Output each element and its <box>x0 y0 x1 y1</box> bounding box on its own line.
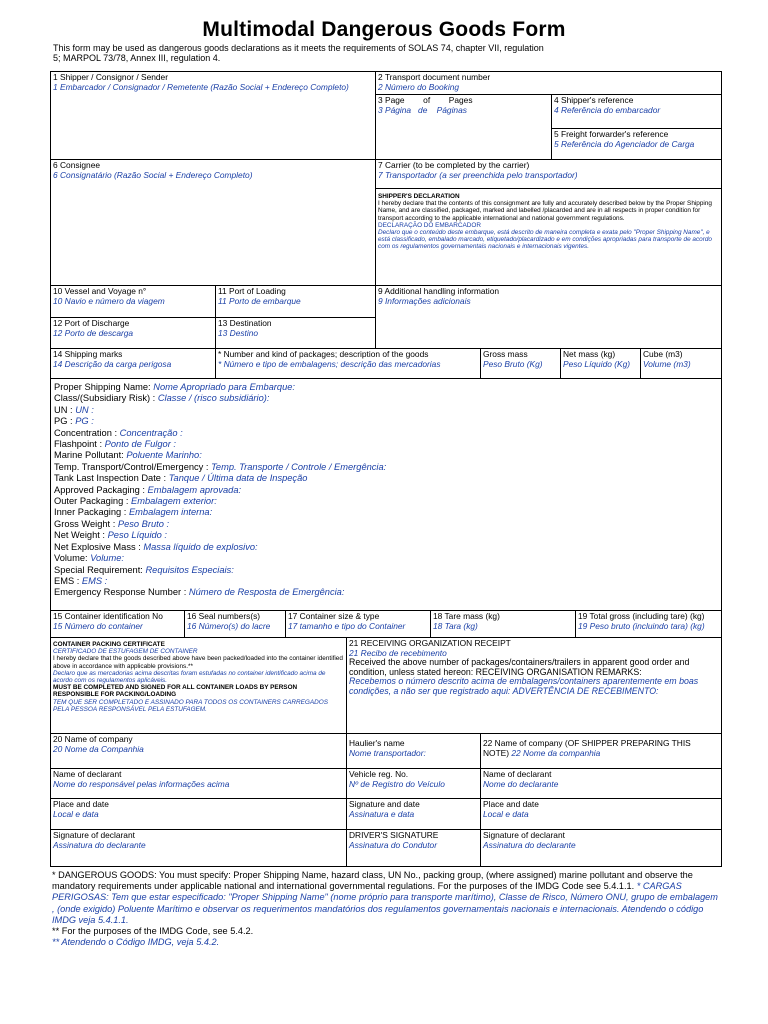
field-declarant-signature-2[interactable] <box>480 829 722 867</box>
field-10-label-pt: 10 Navio e número da viagem <box>53 295 165 306</box>
goods-description-label-pt: * Número e tipo de embalagens; descrição das mercadorias <box>218 358 441 369</box>
field-19-label: 19 Total gross (including tare) (kg) <box>578 611 705 621</box>
field-3-label-pt: 3 Página de Páginas <box>378 104 467 115</box>
dg-row-label: Concentration : <box>54 427 120 438</box>
field-21-receiving-receipt[interactable] <box>346 637 722 734</box>
field-2-label-pt: 2 Número do Booking <box>378 81 460 92</box>
shipper-declaration <box>375 188 722 286</box>
dangerous-goods-list <box>54 382 718 599</box>
dg-row-label: Approved Packaging : <box>54 484 148 495</box>
dg-row-label-pt: Volume: <box>90 553 124 564</box>
dg-row-label-pt: Massa líquido de explosivo: <box>143 541 258 552</box>
field-declarant-name-2[interactable] <box>480 768 722 799</box>
dg-row-label: Inner Packaging : <box>54 507 129 518</box>
cpc-requirement: MUST BE COMPLETED AND SIGNED FOR ALL CONTAINER LOADS BY PERSON RESPONSIBLE FOR PACKING/LOADING <box>53 684 298 699</box>
field-7-carrier[interactable] <box>375 159 722 189</box>
dg-row-label-pt: Classe / (risco subsidiário): <box>157 393 270 404</box>
dg-row <box>54 530 718 541</box>
field-21-label-pt: 21 Recibo de recebimento <box>349 647 447 658</box>
field-21-text: Received the above number of packages/containers/trailers in apparent good order and condition, unless stated hereon: RECEIVING ORGANISATION REMARKS: <box>349 657 690 677</box>
field-22-label-pt: 22 Nome da companhia <box>511 747 601 758</box>
field-6-consignee[interactable] <box>50 159 376 286</box>
field-17-container-size-type[interactable] <box>285 610 431 638</box>
declarant-name-2-label-pt: Nome do declarante <box>483 778 559 789</box>
field-place-date-2[interactable] <box>480 798 722 830</box>
signature-date-label: Signature and date <box>349 799 420 809</box>
dg-row-label: Gross Weight : <box>54 518 118 529</box>
dg-row-label: Net Explosive Mass : <box>54 541 144 552</box>
field-6-label-pt: 6 Consignatário (Razão Social + Endereço Completo) <box>53 169 253 180</box>
cube-label: Cube (m3) <box>643 349 683 359</box>
field-5-forwarder-reference[interactable] <box>551 128 722 160</box>
cpc-requirement-pt: TEM QUE SER COMPLETADO E ASSINADO PARA TODOS OS CONTAINERS CARREGADOS PELA PESSOA RESPONSÁVEL PELA ESTUFAGEM. <box>53 698 328 713</box>
field-driver-signature[interactable] <box>346 829 481 867</box>
dg-row <box>54 542 718 553</box>
footer-note-1: * DANGEROUS GOODS: You must specify: Proper Shipping Name, hazard class, UN No., packing group, (where assigned) marine pollutant and observe the mandatory requirements under applicable national and international governmental regulations. For the purposes of the IMDG Code see 5.4.1.1. <box>52 870 693 892</box>
field-2-transport-document[interactable] <box>375 71 722 95</box>
field-21-label: 21 RECEIVING ORGANIZATION RECEIPT <box>349 638 511 648</box>
dg-row-label: Net Weight : <box>54 530 108 541</box>
dg-row-label-pt: Peso Bruto : <box>117 518 170 529</box>
field-11-port-of-loading[interactable] <box>215 285 376 318</box>
field-vehicle-reg[interactable] <box>346 768 481 799</box>
place-date-2-label-pt: Local e data <box>483 808 529 819</box>
field-15-label-pt: 15 Número do container <box>53 620 143 631</box>
dg-row-label-pt: Poluente Marinho: <box>126 450 202 461</box>
dg-row-label-pt: Requisitos Especiais: <box>145 564 234 575</box>
field-signature-date[interactable] <box>346 798 481 830</box>
footer-note-1-pt: * CARGAS PERIGOSAS: Tem que estar especificado: "Proper Shipping Name" (nome próprio para transporte marítimo), Classe de Risco, Número ONU, grupo de embalagem , (onde exigido) Poluente Marítimo e observar os requerimentos mandatórios dos regulamentos governamentais nacionais e internacionais. Atendendo o código IMDG veja 5.4.1.1. <box>52 881 718 925</box>
form-title: Multimodal Dangerous Goods Form <box>202 18 566 41</box>
dg-row <box>54 393 718 404</box>
field-20-company-name[interactable] <box>50 733 347 769</box>
field-10-label: 10 Vessel and Voyage n° <box>53 286 147 296</box>
field-9-label-pt: 9 Informações adicionais <box>378 295 471 306</box>
dg-row-label-pt: Ponto de Fulgor : <box>104 439 176 450</box>
dg-row <box>54 565 718 576</box>
dg-row-label-pt: PG : <box>75 416 94 427</box>
dg-row-label-pt: Número de Resposta de Emergência: <box>188 587 345 598</box>
field-20-label: 20 Name of company <box>53 734 133 744</box>
field-4-label: 4 Shipper's reference <box>554 95 634 105</box>
cpc-title: CONTAINER PACKING CERTIFICATE <box>53 641 165 648</box>
field-4-label-pt: 4 Referência do embarcador <box>554 104 661 115</box>
gross-mass-label: Gross mass <box>483 349 528 359</box>
cube-label-pt: Volume (m3) <box>643 358 691 369</box>
cpc-title-pt: CERTIFICADO DE ESTUFAGEM DE CONTAINER <box>53 648 198 656</box>
declarant-signature-label: Signature of declarant <box>53 830 135 840</box>
place-date-label: Place and date <box>53 799 109 809</box>
field-goods-description[interactable] <box>215 348 481 379</box>
dg-row <box>54 416 718 427</box>
field-1-shipper[interactable] <box>50 71 376 160</box>
footer-note-2: ** For the purposes of the IMDG Code, see 5.4.2. <box>52 926 254 937</box>
dg-row-label: Proper Shipping Name: <box>54 382 154 392</box>
field-gross-mass[interactable] <box>480 348 561 379</box>
field-14-label: 14 Shipping marks <box>53 349 123 359</box>
net-mass-label: Net mass (kg) <box>563 349 616 359</box>
form-intro: This form may be used as dangerous goods declarations as it meets the requirements of SOLAS 74, chapter VII, regulation 5; MARPOL 73/78, Annex III, regulation 4. <box>53 43 544 63</box>
field-18-label: 18 Tare mass (kg) <box>433 611 500 621</box>
field-3-pages[interactable] <box>375 94 552 160</box>
dg-row <box>54 576 718 587</box>
place-date-label-pt: Local e data <box>53 808 99 819</box>
vehicle-reg-label: Vehicle reg. No. <box>349 769 409 779</box>
dg-row-label-pt: Peso Líquido : <box>107 530 168 541</box>
shipper-declaration-title: SHIPPER'S DECLARATION <box>378 193 460 200</box>
dg-row <box>54 485 718 496</box>
dg-row <box>54 382 718 393</box>
field-16-label-pt: 16 Número(s) do lacre <box>187 620 271 631</box>
field-net-mass[interactable] <box>560 348 641 379</box>
dg-row-label: PG : <box>54 416 76 427</box>
driver-signature-label: DRIVER'S SIGNATURE <box>349 830 439 840</box>
declarant-name-label: Name of declarant <box>53 769 122 779</box>
field-2-label: 2 Transport document number <box>378 72 491 82</box>
field-22-label-en: 22 Name of company (OF SHIPPER PREPARING THIS NOTE) <box>483 738 691 758</box>
dg-row-label: Tank Last Inspection Date : <box>54 473 169 484</box>
field-17-label-pt: 17 tamanho e tipo do Container <box>288 620 406 631</box>
declarant-signature-2-label: Signature of declarant <box>483 830 565 840</box>
field-place-date-1[interactable] <box>50 798 347 830</box>
shipper-declaration-text: I hereby declare that the contents of this consignment are fully and accurately described below by the Proper Shipping Name, and are classified, packaged, marked and labelled /placarded and are in all respects in proper condition for transport according to the applicable international and national government regulations. <box>378 200 712 222</box>
declarant-signature-label-pt: Assinatura do declarante <box>53 839 146 850</box>
field-13-label-pt: 13 Destino <box>218 327 259 338</box>
dg-row-label-pt: Embalagem aprovada: <box>147 484 242 495</box>
field-18-label-pt: 18 Tara (kg) <box>433 620 478 631</box>
dg-row-label-pt: Tanque / Última data de Inspeção <box>168 473 308 484</box>
dg-row <box>54 507 718 518</box>
field-13-label: 13 Destination <box>218 318 272 328</box>
dg-row-label-pt: Concentração : <box>119 427 183 438</box>
dg-row-label: Outer Packaging : <box>54 496 131 507</box>
dg-row-label: Temp. Transport/Control/Emergency : <box>54 461 212 472</box>
dg-row <box>54 553 718 564</box>
footer-note-2-pt: ** Atendendo o Código IMDG, veja 5.4.2. <box>52 937 220 948</box>
field-9-additional-handling[interactable] <box>375 285 722 349</box>
signature-date-label-pt: Assinatura e data <box>349 808 415 819</box>
field-declarant-signature-1[interactable] <box>50 829 347 867</box>
field-15-container-id[interactable] <box>50 610 185 638</box>
field-12-port-of-discharge[interactable] <box>50 317 216 349</box>
dg-row <box>54 405 718 416</box>
dg-row <box>54 450 718 461</box>
net-mass-label-pt: Peso Líquido (Kg) <box>563 358 631 369</box>
field-14-shipping-marks[interactable] <box>50 348 216 379</box>
form-footer-notes <box>52 870 720 948</box>
dg-row-label: UN : <box>54 404 76 415</box>
dg-row-label: Flashpoint : <box>54 439 105 450</box>
field-6-label: 6 Consignee <box>53 160 101 170</box>
field-1-label: 1 Shipper / Consignor / Sender <box>53 72 168 82</box>
shipper-declaration-title-pt: DECLARAÇÃO DO EMBARCADOR <box>378 221 481 229</box>
field-12-label: 12 Port of Discharge <box>53 318 130 328</box>
dg-row <box>54 519 718 530</box>
dg-row <box>54 462 718 473</box>
field-haulier-name[interactable] <box>346 733 481 769</box>
field-5-label: 5 Freight forwarder's reference <box>554 129 669 139</box>
declarant-name-2-label: Name of declarant <box>483 769 552 779</box>
field-declarant-name-1[interactable] <box>50 768 347 799</box>
dg-row <box>54 428 718 439</box>
dg-row-label-pt: Temp. Transporte / Controle / Emergência: <box>211 461 387 472</box>
dg-row-label-pt: UN : <box>75 404 94 415</box>
field-9-label: 9 Additional handling information <box>378 286 500 296</box>
field-4-shipper-reference[interactable] <box>551 94 722 129</box>
field-12-label-pt: 12 Porto de descarga <box>53 327 134 338</box>
haulier-label-pt: Nome transportador: <box>349 747 426 758</box>
field-17-label: 17 Container size & type <box>288 611 380 621</box>
container-packing-certificate <box>50 637 347 734</box>
field-21-text-pt: Recebemos o número descrito acima de embalagens/containers aparentemente em boas condições, a não ser que registrado aqui: ADVERTÊNCIA DE RECEBIMENTO: <box>349 676 699 696</box>
field-1-label-pt: 1 Embarcador / Consignador / Remetente (Razão Social + Endereço Completo) <box>53 81 349 92</box>
dangerous-goods-form <box>50 71 722 867</box>
field-7-label-pt: 7 Transportador (a ser preenchida pelo transportador) <box>378 169 578 180</box>
field-14-label-pt: 14 Descrição da carga perigosa <box>53 358 172 369</box>
field-11-label-pt: 11 Porto de embarque <box>218 295 301 306</box>
dg-row <box>54 439 718 450</box>
field-10-vessel-voyage[interactable] <box>50 285 216 318</box>
dg-row <box>54 587 718 598</box>
field-19-label-pt: 19 Peso bruto (incluindo tara) (kg) <box>578 620 705 631</box>
field-13-destination[interactable] <box>215 317 376 349</box>
field-16-seal-numbers[interactable] <box>184 610 286 638</box>
field-15-label: 15 Container identification No <box>53 611 163 621</box>
gross-mass-label-pt: Peso Bruto (Kg) <box>483 358 543 369</box>
field-16-label: 16 Seal numbers(s) <box>187 611 261 621</box>
place-date-2-label: Place and date <box>483 799 539 809</box>
dg-row-label-pt: Embalagem exterior: <box>131 496 217 507</box>
dg-row-label: Volume: <box>54 553 91 564</box>
dg-row <box>54 473 718 484</box>
cpc-text-pt: Declaro que as mercadorias acima descritas foram estufadas no container identificado acima de acordo com os regulamentos aplicáveis. <box>53 669 326 685</box>
field-3-label: 3 Page of Pages <box>378 95 473 105</box>
declarant-signature-2-label-pt: Assinatura do declarante <box>483 839 576 850</box>
haulier-label: Haulier's name <box>349 738 405 748</box>
cpc-text: I hereby declare that the goods described above have been packed/loaded into the container identified above in accordance with applicable provisions.** <box>53 655 343 670</box>
dangerous-goods-details[interactable] <box>50 378 722 611</box>
field-11-label: 11 Port of Loading <box>218 286 286 296</box>
dg-row <box>54 496 718 507</box>
field-22-label <box>483 739 719 758</box>
dg-row-label-pt: Nome Apropriado para Embarque: <box>153 382 296 392</box>
field-7-label: 7 Carrier (to be completed by the carrier) <box>378 160 530 170</box>
shipper-declaration-text-pt: Declaro que o conteúdo deste embarque, está descrito de maneira completa e exata pelo "Proper Shipping Name", e está classificado, embalado marcado, etiquetado/placardizado e em condições apropriadas para transporte de acordo com os regulamentos governamentais nacionais e internacionais vigentes. <box>378 229 712 251</box>
vehicle-reg-label-pt: Nº de Registro do Veículo <box>349 778 445 789</box>
field-19-total-gross[interactable] <box>575 610 722 638</box>
dg-row-label: Class/(Subsidiary Risk) : <box>54 393 158 404</box>
dg-row-label-pt: EMS : <box>81 575 108 586</box>
field-5-label-pt: 5 Referência do Agenciador de Carga <box>554 138 695 149</box>
goods-description-label: * Number and kind of packages; description of the goods <box>218 349 429 359</box>
dg-row-label: EMS : <box>54 575 82 586</box>
driver-signature-label-pt: Assinatura do Condutor <box>349 839 437 850</box>
dg-row-label-pt: Embalagem interna: <box>128 507 213 518</box>
field-22-shipper-company[interactable] <box>480 733 722 769</box>
dg-row-label: Emergency Response Number : <box>54 587 189 598</box>
dg-row-label: Marine Pollutant: <box>54 450 127 461</box>
dg-row-label: Special Requirement: <box>54 564 146 575</box>
field-cube[interactable] <box>640 348 722 379</box>
declarant-name-label-pt: Nome do responsável pelas informações acima <box>53 778 230 789</box>
field-18-tare-mass[interactable] <box>430 610 576 638</box>
field-20-label-pt: 20 Nome da Companhia <box>53 743 144 754</box>
